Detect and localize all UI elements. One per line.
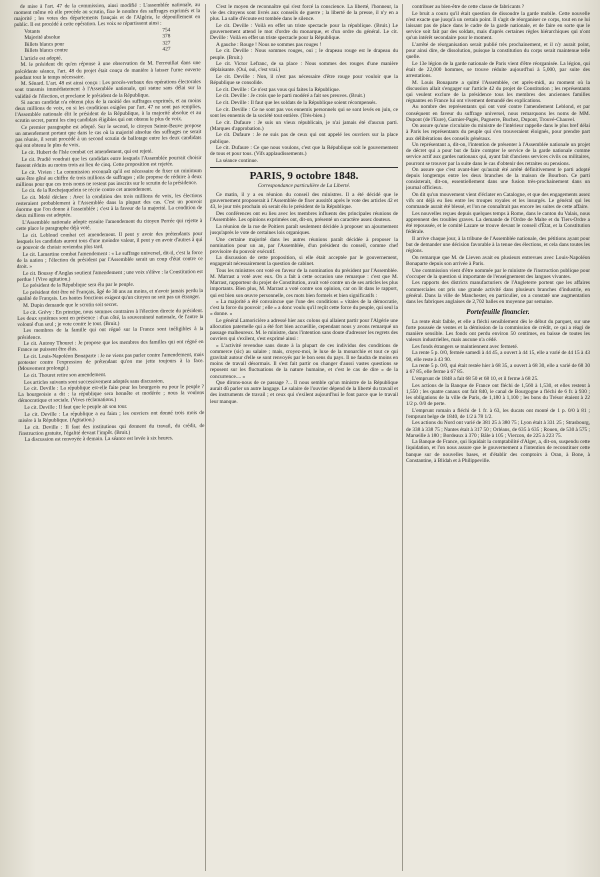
article-paragraph: Une commission vient d'être nommée par le ministre de l'instruction publique pour s'occuper de la question si importante de l'enseignement des langues vivantes. [406,267,590,280]
finance-title: Portefeuille financier. [466,307,530,316]
vote-value: 327 [162,39,171,47]
article-paragraph: Le cit. Pradié voudrait que les candidats entre lesquels l'Assemblée pourrait choisir fussent réduits au moins trois au lieu de cinq. Cette proposition est rejetée. [15,154,202,169]
vote-value: 754 [162,27,171,34]
article-paragraph: Le cit. Molé déclare : Avec la condition des trois millions de voix, les élections resteraient probablement à l'Assemblée dans la plupart des cas. C'est un pouvoir énorme que l'on donne à l'assemblée ; c'est à la faveur de la majorité. La condition de deux millions est adoptée. [16,193,203,220]
article-paragraph: Le cit. Antony Thouret : Je propose que les membres des familles qui ont régné en France ne puissent être élus. [17,339,204,354]
article-paragraph: Le cit. Dufaure : Je suis un vieux républicain, je n'ai jamais été d'aucun parti. (Marques d'approbation.) [210,119,398,132]
finance-paragraphs [406,319,590,464]
intro-paragraph: de mise à l'art. 47 de la commission, ainsi modifié : L'assemblée nationale, au moment même où elle procède au scrutin, fixe le nombre des suffrages exprimés et la majorité ; les votes des départements français et de l'Algérie, le dépouillement en public. Il est procédé à cette opération. Les voix se répartissent ainsi : [14,2,201,29]
article-paragraph: Le cit. de la Rochejaquelein se récrie contre cet amendement. [21,187,153,195]
article-paragraph: Le cit. Louis-Napoléon Bonaparte : Je ne viens pas parler contre l'amendement, mais protester contre l'expression de prétendant qu'on me jette toujours à la face. (Mouvement prolongé.) [17,352,204,373]
article-paragraph: M. Sénard. L'art. 48 est ainsi conçu : Les procès-verbaux des opérations électorales sont transmis immédiatement à l'Assemblée nationale, qui statue sans délai sur la validité de l'élection, et proclame le président de la République. [14,79,201,100]
article-paragraph: contribuer au bien-être de cette classe de fabricants ? [412,4,525,10]
vote-results-table [14,27,200,53]
article-paragraph: La rente 5 p. 0/0, qui était restée hier à 68 35, a ouvert à 68 30, elle a varié de 68 30 à 67 85, elle ferme à 67 85. [406,363,590,376]
article-paragraph: La rente était faible, et elle a fléchi sensiblement dès le début du parquet, sur une forte poussée de ventes et la démission de la commission de crédit, ce qui a réagi de manière sensible. Les fonds ont perdu environ 50 centimes, en baisse de toutes les valeurs industrielles, mais aucune n'a cédé. [406,318,590,344]
article-paragraph: « La majorité a été convaincue que l'une des conditions « vitales de la démocratie, c'est la force du pouvoir ; elle « a donc voulu qu'il reçût cette force du peuple, qui seul la « donne. » [210,299,398,318]
article-paragraph: On assure qu'une circulaire du ministre de l'intérieur rappelle dans le plus bref délai à Paris les représentants du peuple qui s'en trouveraient éloignés, pour prendre part aux délibérations des conseils généraux. [406,123,590,142]
column-divider [205,4,206,871]
article-paragraph: M. le président dit qu'en réponse à une observation de M. Ferrouillat dans une précédente séance, l'art. 48 du projet était conçu de manière à laisser l'urne ouverte pendant tout le temps nécessaire. [14,60,201,81]
article-paragraph: La discussion de cette proposition, si elle était acceptée par le gouvernement, engagerait nécessairement la question de cabinet. [210,255,398,268]
article-paragraph: Le cit. Lamartine combat l'amendement : « Le suffrage universel, dit-il, c'est la force de la nation ; l'élection du président par l'Assemblée serait un coup d'état contre ce droit. » [16,249,203,270]
article-paragraph: Le cit. Deville : Non, il n'est pas nécessaire d'être rouge pour vouloir que la République se consolide. [210,74,398,87]
column-1 [14,2,205,444]
vote-label: Billets blancs pour [24,41,65,48]
article-paragraph: Tous les ministres ont voté en faveur de la nomination du président par l'Assemblée. M. Marrast a voté avec eux. On a fait à cette occasion une remarque : c'est que M. Marrast, rapporteur du projet de Constitution, avait voté contre un de ses articles les plus importants. Bien plus, M. Marrast a voté contre son opinion, car on lit dans le rapport, qui est bien son œuvre personnelle, ces mots bien formels et bien significatifs : [210,268,398,299]
article-paragraph: Il arrive chaque jour, à la tribune de l'Assemblée nationale, des pétitions ayant pour but de demander une décision favorable à la tenue des élections, et cela dans toutes les régions. [406,236,590,255]
article-paragraph: C'est le moyen de reconnaître qui s'est forcé la conscience. La liberté, l'honneur, la vie des citoyens sont livrés aux conseils de guerre ; la liberté de la presse, il n'y en a plus. La salle d'écoute est tombée dans le silence. [210,4,398,23]
vote-value: 378 [162,33,171,40]
article-paragraph: Les rapports des districts manufacturiers de l'Angleterre portent que les affaires commerciales ont pris une grande activité dans plusieurs branches d'industrie, en général. Dans la ville de Manchester, en particulier, on a constaté une augmentation dans les fabriques anglaises de 2,702 balles en moyenne par semaine. [406,280,590,305]
vote-row [14,46,200,54]
article-paragraph: Le président doit être né Français, âgé de 30 ans au moins, et n'avoir jamais perdu la qualité de Français. Les hautes fonctions exigent qu'un citoyen ne soit pas un étranger. [17,288,204,303]
article-paragraph: Un représentant a, dit-on, l'intention de présenter à l'Assemblée nationale un projet de décret qui a pour but de faire compter le service de la garde nationale comme service actif aux gardes nationaux qui, ayant fait d'anciens services civils ou militaires, pourront se trouver par la suite dans le cas d'obtenir des retraites ou pensions. [406,142,590,167]
article-paragraph: La Banque de France, qui liquidait la comptabilité d'Alger, a, dit-on, suspendu cette liquidation, et l'on nous assure que le gouvernement a l'intention de reconstituer cette banque sur de nouvelles bases, et d'établir des comptoirs à Oran, à Bone, à Constantine, à Blidah et à Philippeville. [406,439,590,464]
article-paragraph: La discussion est renvoyée à demain. La séance est levée à six heures. [24,435,174,444]
article-paragraph: Le cit. Vivien : La commission reconnaît qu'il est nécessaire de fixer un minimum sans être gêné au chiffre de trois millions de suffrages ; elle propose de réduire à deux millions pour que ces trois noms ne restent pas inscrits sur le scrutin de la présidence. [15,167,202,188]
article-paragraph: On assure que c'est avant-hier qu'aurait été arrêté définitivement le parti adopté depuis longtemps entre les deux branches de la maison de Bourbon. Ce parti consisterait, dit-on, essentiellement dans une fusion très-prochainement dans un journal officieux. [406,167,590,192]
column-2 [210,4,398,405]
article-paragraph: Que dirons-nous de ce passage ?... Il nous semble qu'un ministre de la République aurait dû parler un autre langage. Le salaire de l'ouvrier dépend de la liberté du travail et des instruments de travail ; et ceux qui s'exilent aujourd'hui le font parce que le travail leur manque. [210,380,398,405]
article-paragraph: Si aucun candidat n'a obtenu plus de la moitié des suffrages exprimés, et au moins deux millions de voix, ou si les conditions exigées par l'art. 47 ne sont pas remplies, l'Assemblée nationale élit le président de la République, à la majorité absolue et au scrutin secret, parmi les cinq candidats éligibles qui ont obtenu le plus de voix. [15,98,202,125]
article-paragraph: Le cit. Grévy : En principe, nous sommes contraires à l'élection directe du président. Les deux systèmes sont en présence : d'un côté, la souveraineté nationale, de l'autre la volonté d'un seul ; je vote contre le tout. (Bruit.) [17,307,204,328]
article-paragraph: Le cit. Dufaure : Ce que nous voulons, c'est que la République soit le gouvernement de tous et pour tous. (Vifs applaudissements.) [210,145,398,158]
article-paragraph: Les actions de la Banque de France ont fléchi de 1,560 à 1,530, et elles restent à 1,550 ; les quatre canaux ont fait 840, le canal de Bourgogne a fléchi de 6 fr. à 930 ; les obligations de la ville de Paris, de 1,180 à 1,100 ; les bons du Trésor étaient à 22 1/2 p. 0/0 de perte. [406,382,590,407]
article-paragraph: Le cit. Thouret retire son amendement. [23,371,107,379]
article-paragraph: « L'activité revendue sans doute à la plupart de ces individus des conditions de commerce (sic) au salaire ; mais, croyez-moi, le luxe de la monarchie et tout ce qui gravitait autour d'elle se sont renvoyés par le bon sens du pays. Il ne faudra de moins en moins de travail désormais. Il s'est fait partir ou changer d'aussi vastes questions se reposent sur les fluctuations de la nature humaine, et c'est le cas de dire « de la concurrence.... » [210,343,398,380]
article-paragraph: Une certaine majorité dans les autres réunions paraît décidée à proposer la nomination pour un an, par l'Assemblée, d'un président du conseil, comme chef provisoire du pouvoir exécutif. [210,236,398,255]
article-paragraph: Ce premier paragraphe est adopté. Sur le second, le citoyen Sainte-Beuve propose un amendement portant que dans le cas où la majorité absolue des suffrages ne serait pas réunie, il serait procédé à un second scrutin de ballotage entre les deux candidats qui ont obtenu le plus de voix. [15,123,202,150]
article-paragraph: L'arrêté de réorganisation serait publié très prochainement, et il n'y aurait point, pour ainsi dire, de dissolution, puisque la constitution du corps serait maintenue telle quelle. [406,41,590,60]
article-paragraph: L'article est adopté. [20,55,63,62]
column-2-intro [210,4,398,164]
article-paragraph: Les actions du Nord ont varié de 381 25 à 380 75 ; Lyon était à 331 25 ; Strasbourg, de 338 à 338 75 ; Nantes était à 317 50 ; Orléans, de 635 à 635 ; Rouen, de 530 à 575 ; Marseille à 180 ; Bordeaux à 370 ; Bâle à 105 ; Vierzon, de 225 à 223 75. [406,420,590,439]
column-1-paragraphs [15,54,205,444]
article-paragraph: Le cit. Leblond combat cet amendement. Il peut y avoir des prétendants pour lesquels les candidats auront tous d'une moindre valeur, il peut y en avoir d'autres à qui ce pouvoir de choisir reviendra plus tard. [16,230,203,252]
article-paragraph: Le général Lamoricière a adressé hier aux colons qui allaient partir pour l'Algérie une allocution paternelle qui a été fort bien accueillie, cependant nous y avons remarqué un passage malheureux. M. le ministre, dans l'intention sans doute d'adresser les regrets des ouvriers qui s'exilent, s'est exprimé ainsi : [210,318,398,343]
article-paragraph: A gauche : Rouge ! Nous ne sommes pas rouges ! [216,41,322,48]
article-paragraph: Le cit. Dufaure : Je ne suis pas de ceux qui ont appelé les ouvriers sur la place publique. [210,132,398,145]
section-subtitle: Correspondance particulière de La Liberté. [257,183,351,190]
article-paragraph: La séance continue. [216,157,258,164]
article-paragraph: Des conférences ont eu lieu avec les membres influents des principales réunions de l'Assemblée. Les opinions exprimées ont, dit-on, présenté un caractère assez douteux. [210,210,398,224]
vote-label: Billets blancs contre [24,47,68,54]
article-paragraph: Le cit. Deville : Il faut des institutions qui donnent du travail, du crédit, de l'instruction gratuite, l'égalité devant l'impôt. (Bruit.) [18,422,205,437]
column-3-paragraphs [406,4,590,305]
article-paragraph: Ce matin, il y a eu réunion du conseil des ministres. Il a été décidé que le gouvernement proposerait à l'Assemblée de fixer aussitôt après le vote des articles 42 et 43, le jour très prochain où serait élu le président de la République. [210,192,398,211]
article-paragraph: Le cit. Deville : Ce n'est pas vous qui faites la République. [216,86,341,93]
article-paragraph: On remarque que M. de Lieven avait eu plusieurs entrevues avec Louis-Napoléon Bonaparte depuis son arrivée à Paris. [406,254,590,267]
article-paragraph: La réunion de la rue de Poitiers paraît seulement décidée à proposer un ajournement jusqu'après le vote de certaines lois organiques. [210,223,398,236]
article-paragraph: L'Assemblée nationale adopte ensuite l'amendement du citoyen Perrée qui rejette à cette place le paragraphe déjà voté. [16,218,203,233]
article-paragraph: Les nouvelles reçues depuis quelques temps à Rome, dans le canton du Valais, nous apprennent des troubles graves. La demande de l'Ordre de Malte et du Tiers-Ordre a été repoussée, et le comité Lazare se trouve devant le conseil d'État, et la Constitution fédérale. [406,211,590,236]
article-paragraph: Le bruit a couru qu'il était question de dissoudre la garde mobile. Cette nouvelle n'est exacte que jusqu'à un certain point. Il s'agit de réorganiser ce corps, tout en ne lui laissant pas de place dans le cadre de la garde nationale, et de faire en sorte que le service soit fait par des soldats, mais d'après certaines règles hiérarchiques qui n'ont qu'un intérêt secondaire pour le moment. [406,10,590,42]
article-paragraph: Le président de la République sera élu par le peuple. [22,282,135,290]
article-paragraph: Le cit. Deville : Voilà en effet un triste spectacle pour la république. (Bruit.) Le gouvernement attend le mot d'ordre du monarque, et d'un ordre du général. Le cit. Deville : Voilà en effet un triste spectacle pour la République. [210,22,398,42]
article-paragraph: Le 13e légion de la garde nationale de Paris vient d'être réorganisée. La légion, qui était de 22,000 hommes, se trouve réduite aujourd'hui à 5,000, par suite des arrestations. [406,60,590,79]
article-paragraph: L'emprunt de 1848 a fait 68 50 et 68 10, et il ferme à 68 25. [412,376,539,383]
article-paragraph: La rente 5 p. 0/0, fermée samedi à 44 45, a ouvert à 44 15, elle a varié de 44 15 à 43 90, elle reste à 43 90. [406,350,590,363]
article-paragraph: Les articles suivants sont successivement adoptés sans discussion. [23,378,165,386]
article-paragraph: Les membres de la famille qui ont régné sur la France sont inéligibles à la présidence. [17,326,204,341]
article-paragraph: Les fonds étrangers se maintiennent avec fermeté. [412,343,519,350]
column-3 [406,4,590,464]
vote-label: Majorité absolue [24,34,61,42]
article-paragraph: Le cit. Deville : Il faut que le peuple ait son tour. [24,403,128,412]
article-paragraph: Au nombre des représentants qui ont voté contre l'amendement Leblond, et par conséquent en faveur du suffrage universel, nous remarquons les noms de MM. Dupont (de l'Eure), Garnier-Pagès, Pagnerre, Buchez, Dupont, Trouvé-Chauvel. [406,104,590,123]
article-paragraph: Le cit. Deville : Nous sommes rouges, oui ; le drapeau rouge est le drapeau du peuple. (Bruit.) [210,48,398,61]
article-paragraph: L'emprunt romain a fléchi de 1 fr. à 63, les ducats ont monté de 1 p. 0/0 à 81 ; l'emprunt belge de 1840, de 1/2 à 78 1/2. [406,407,590,420]
column-2-body [210,192,398,405]
article-paragraph: Le cit. Deville : Je crois que le parti modéré a fait ses preuves. (Bruit.) [216,93,365,100]
vote-value: 427 [162,46,171,53]
article-paragraph: Le cit. Boussy d'Anglas soutient l'amendement ; une voix s'élève : la Constitution est perdue ! (Vive agitation.) [16,268,203,283]
column-divider [402,4,403,871]
article-paragraph: Le cit. Deville : Il faut que les soldats de la République soient récompensés. [216,100,377,107]
article-paragraph: Le cit. Hubert de l'Isle combat cet amendement, qui est rejeté. [21,148,153,157]
article-paragraph: Le cit. Deville : La république a eu faim ; les ouvriers ont donné trois mois de misère à la République. (Agitation.) [18,409,205,424]
article-paragraph: Le cit. Deville : La république est-elle faite pour les bourgeois ou pour le peuple ? La bourgeoisie a dit : la république sera honnête et modérée ; nous la voulons démocratique et sociale. (Vives réclamations.) [18,384,205,405]
article-paragraph: Le cit. Victor Lefranc, de sa place : Nous sommes des rouges d'une manière déplaisante. (Oui, oui, c'est vrai.) [210,61,398,74]
section-rule [210,167,398,168]
article-paragraph: M. Dupin demande que le scrutin soit secret. [23,301,119,309]
vote-label: Votants [24,29,41,36]
section-title: PARIS, 9 octobre 1848. [249,170,359,183]
article-paragraph: M. Louis Bonaparte a quitté l'Assemblée, cet après-midi, au moment où la discussion allait s'engager sur l'article 42 du projet de Constitution ; les représentants qui veulent exclure de la présidence tous les membres des anciennes familles régnantes en France lui ont vivement demandé des explications. [406,79,590,104]
article-paragraph: On dit qu'un mouvement vient d'éclater en Catalogne, et que des engagements assez vifs ont déjà eu lieu entre les troupes royales et les insurgés. Le général qui les commande aurait été blessé, et l'on ne connaîtrait pas encore les suites de cette affaire. [406,192,590,211]
article-paragraph: Le cit. Deville : Ce ne sont pas vos ennemis personnels qui se sont levés en juin, ce sont les ennemis de la société tout entière. (Très-bien.) [210,106,398,119]
